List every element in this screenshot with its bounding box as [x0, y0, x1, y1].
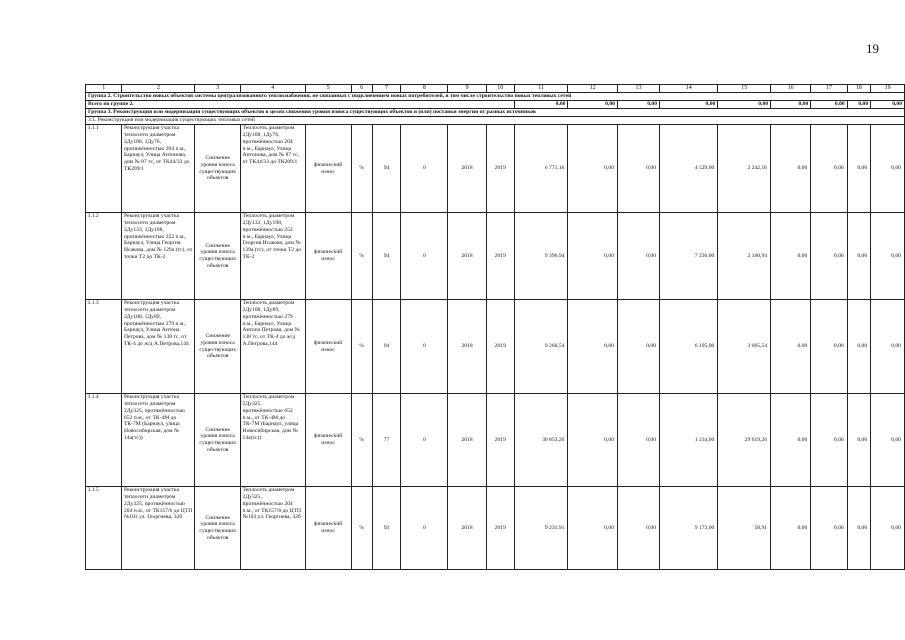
amount-cell: 0,00 — [617, 213, 659, 300]
object-description: Теплосеть диаметром 2Ду108, 1Ду89, протяжённостью 279 п.м., Барнаул, Улица Антона Петрова, дом № 138 тс, от ТК-4 до ж/д А.Петрова,144 — [241, 300, 306, 394]
total-cell: 0,00 — [514, 101, 568, 109]
amount-cell: 58,91 — [718, 487, 771, 570]
amount-cell: 0,00 — [847, 125, 870, 213]
indicator-name: физический износ — [305, 213, 351, 300]
column-number: 5 — [305, 85, 351, 93]
column-number: 6 — [351, 85, 372, 93]
total-cell: 0,00 — [771, 101, 811, 109]
project-goal: Снижение уровня износа существующих объектов — [195, 394, 241, 487]
amount-cell: 1 234,00 — [660, 394, 718, 487]
indicator-name: физический износ — [305, 394, 351, 487]
amount-cell: 0,00 — [568, 394, 618, 487]
value-before: 94 — [372, 125, 401, 213]
value-after: 0 — [401, 487, 448, 570]
column-number-row — [86, 85, 905, 93]
indicator-name: физический износ — [305, 487, 351, 570]
amount-cell: 2 160,94 — [718, 213, 771, 300]
table-row — [86, 487, 905, 570]
amount-cell: 0,00 — [871, 213, 905, 300]
amount-cell: 0,00 — [568, 300, 618, 394]
subgroup-3-1-row — [86, 117, 905, 125]
project-name: Реконструкция участка теплосети диаметром 2Ду325, протяжённостью 204 п.м., от ТК157/6 до ЦТП №103 ул. Георгиева, 32б — [122, 487, 195, 570]
end-year: 2019 — [486, 394, 514, 487]
amount-cell: 0,00 — [871, 394, 905, 487]
table-row — [86, 213, 905, 300]
row-number: 3.1.3 — [86, 300, 122, 394]
project-goal: Снижение уровня износа существующих объектов — [195, 125, 241, 213]
total-cost: 9 231,91 — [514, 487, 568, 570]
subgroup-3-1-title: 3.1. Реконструкция или модернизация существующих тепловых сетей — [86, 117, 905, 125]
total-cell: 0,00 — [811, 101, 847, 109]
value-after: 0 — [401, 213, 448, 300]
amount-cell: 29 619,26 — [718, 394, 771, 487]
column-number: 8 — [401, 85, 448, 93]
amount-cell: 9 173,00 — [660, 487, 718, 570]
total-cell: 0,00 — [568, 101, 618, 109]
project-goal: Снижение уровня износа существующих объектов — [195, 213, 241, 300]
table-row — [86, 394, 905, 487]
value-after: 0 — [401, 125, 448, 213]
amount-cell: 0,00 — [617, 125, 659, 213]
column-number: 4 — [241, 85, 306, 93]
group-2-title: Группа 2. Строительство новых объектов системы централизованного теплоснабжения, не связанных с подключением новых потребителей, в том числе строительство новых тепловых сетей — [86, 93, 905, 101]
start-year: 2018 — [448, 213, 486, 300]
page-number: 19 — [866, 41, 879, 56]
amount-cell: 0,00 — [811, 394, 847, 487]
amount-cell: 0,00 — [771, 213, 811, 300]
value-before: 94 — [372, 213, 401, 300]
amount-cell: 0,00 — [871, 487, 905, 570]
start-year: 2018 — [448, 300, 486, 394]
row-number: 3.1.5 — [86, 487, 122, 570]
amount-cell: 3 065,54 — [718, 300, 771, 394]
amount-cell: 0,00 — [847, 300, 870, 394]
unit-cell: % — [351, 125, 372, 213]
amount-cell: 4 529,00 — [660, 125, 718, 213]
object-description: Теплосеть диаметром 2Ду325, протяжённостью 204 п.м., от ТК157/6 до ЦТП №103 ул. Георгиева, 32б — [241, 487, 306, 570]
column-number: 19 — [871, 85, 905, 93]
column-number: 11 — [514, 85, 568, 93]
end-year: 2019 — [486, 213, 514, 300]
column-number: 18 — [847, 85, 870, 93]
row-number: 3.1.4 — [86, 394, 122, 487]
amount-cell: 0,00 — [617, 300, 659, 394]
column-number: 15 — [718, 85, 771, 93]
row-number: 3.1.2 — [86, 213, 122, 300]
total-cell: 0,00 — [617, 101, 659, 109]
amount-cell: 0,00 — [811, 300, 847, 394]
value-after: 0 — [401, 394, 448, 487]
amount-cell: 2 242,16 — [718, 125, 771, 213]
amount-cell: 0,00 — [771, 394, 811, 487]
column-number: 1 — [86, 85, 122, 93]
amount-cell: 0,00 — [811, 213, 847, 300]
start-year: 2018 — [448, 394, 486, 487]
amount-cell: 0,00 — [771, 125, 811, 213]
column-number: 17 — [811, 85, 847, 93]
end-year: 2019 — [486, 125, 514, 213]
total-cost: 6 771,16 — [514, 125, 568, 213]
amount-cell: 0,00 — [568, 213, 618, 300]
project-name: Реконструкция участка теплосети диаметром 2Ду108, 1Ду89, протяжённостью 279 п.м., Барнаул, Улица Антона Петрова, дом № 138 тс, от ТК-4 до ж/д А.Петрова,144 — [122, 300, 195, 394]
group-3-title: Группа 3. Реконструкция или модернизация существующих объектов в целях снижения уровня износа существующих объектов и (или) поставки энергии от разных источников — [86, 109, 905, 117]
amount-cell: 0,00 — [847, 487, 870, 570]
table-row — [86, 300, 905, 394]
total-cost: 9 396,94 — [514, 213, 568, 300]
amount-cell: 0,00 — [771, 487, 811, 570]
amount-cell: 0,00 — [568, 487, 618, 570]
indicator-name: физический износ — [305, 125, 351, 213]
column-number: 14 — [660, 85, 718, 93]
total-cell: 0,00 — [660, 101, 718, 109]
amount-cell: 0,00 — [568, 125, 618, 213]
value-after: 0 — [401, 300, 448, 394]
total-cost: 30 853,26 — [514, 394, 568, 487]
unit-cell: % — [351, 300, 372, 394]
end-year: 2019 — [486, 487, 514, 570]
amount-cell: 0,00 — [847, 213, 870, 300]
amount-cell: 6 195,00 — [660, 300, 718, 394]
group-3-title-row — [86, 109, 905, 117]
value-before: 77 — [372, 394, 401, 487]
object-description: Теплосеть диаметром 2Ду325, протяжённостью 652 п.м., от ТК-4М до ТК-7М (Барнаул, улица Новосибирская, дом № 14а(тс)) — [241, 394, 306, 487]
object-description: Теплосеть диаметром 2Ду108, 1Ду76, протяжённостью 204 п.м., Барнаул, Улица Антонова, дом № 87 тс, от ТК44/33 до ТК209/1 — [241, 125, 306, 213]
project-name: Реконструкция участка теплосети диаметром 2Ду325, протяжённостью 652 п.м., от ТК-4М до ТК-7М (Барнаул, улица Новосибирская, дом № 14а(тс)) — [122, 394, 195, 487]
amount-cell: 0,00 — [871, 300, 905, 394]
end-year: 2019 — [486, 300, 514, 394]
project-goal: Снижение уровня износа существующих объектов — [195, 487, 241, 570]
column-number: 16 — [771, 85, 811, 93]
total-cost: 9 260,54 — [514, 300, 568, 394]
unit-cell: % — [351, 213, 372, 300]
amount-cell: 0,00 — [617, 487, 659, 570]
object-description: Теплосеть диаметром 2Ду133, 1Ду108, протяжённостью 252 п.м., Барнаул, Улица Георгия Исакова, дом № 129а (тс), от точки Т2 до ТК-2 — [241, 213, 306, 300]
unit-cell: % — [351, 394, 372, 487]
amount-cell: 0,00 — [811, 125, 847, 213]
indicator-name: физический износ — [305, 300, 351, 394]
amount-cell: 0,00 — [847, 394, 870, 487]
amount-cell: 7 236,00 — [660, 213, 718, 300]
table-row — [86, 125, 905, 213]
group-2-total-row — [86, 101, 905, 109]
unit-cell: % — [351, 487, 372, 570]
investment-program-table — [85, 84, 905, 570]
total-cell: 0,00 — [871, 101, 905, 109]
column-number: 10 — [486, 85, 514, 93]
start-year: 2018 — [448, 125, 486, 213]
total-cell: 0,00 — [718, 101, 771, 109]
project-goal: Снижение уровня износа существующих объектов — [195, 300, 241, 394]
group-2-total-label: Всего по группе 2. — [86, 101, 515, 109]
project-name: Реконструкция участка теплосети диаметром 2Ду108, 1Ду76, протяжённостью 204 п.м., Барнаул, Улица Антонова, дом № 87 тс, от ТК44/33 до ТК209/1 — [122, 125, 195, 213]
row-number: 3.1.1 — [86, 125, 122, 213]
column-number: 3 — [195, 85, 241, 93]
column-number: 12 — [568, 85, 618, 93]
group-2-title-row — [86, 93, 905, 101]
amount-cell: 0,00 — [811, 487, 847, 570]
amount-cell: 0,00 — [871, 125, 905, 213]
column-number: 13 — [617, 85, 659, 93]
total-cell: 0,00 — [847, 101, 870, 109]
column-number: 9 — [448, 85, 486, 93]
value-before: 94 — [372, 300, 401, 394]
value-before: 93 — [372, 487, 401, 570]
column-number: 7 — [372, 85, 401, 93]
amount-cell: 0,00 — [771, 300, 811, 394]
column-number: 2 — [122, 85, 195, 93]
amount-cell: 0,00 — [617, 394, 659, 487]
start-year: 2018 — [448, 487, 486, 570]
project-name: Реконструкция участка теплосети диаметром 2Ду133, 1Ду108, протяжённостью 252 п.м., Барнаул, Улица Георгия Исакова, дом № 129а (тс), от точки Т2 до ТК-2 — [122, 213, 195, 300]
